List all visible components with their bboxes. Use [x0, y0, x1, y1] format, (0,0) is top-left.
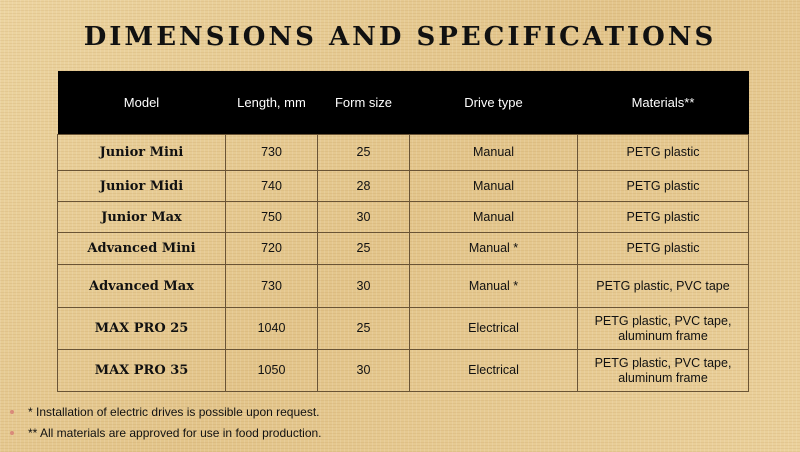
materials-cell	[578, 135, 749, 171]
drive-type-cell: Manual *	[410, 233, 578, 265]
table-row	[58, 135, 749, 171]
bullet-dot-icon	[10, 431, 14, 435]
header-form-size: Form size	[318, 71, 410, 135]
length-cell: 1050	[226, 350, 318, 392]
form-size-cell: 30	[318, 265, 410, 308]
length-cell: 740	[226, 171, 318, 202]
materials-cell	[578, 350, 749, 392]
materials-line: aluminum frame	[618, 370, 708, 385]
length-cell: 1040	[226, 308, 318, 350]
drive-type-cell: Electrical	[410, 350, 578, 392]
table-row	[58, 350, 749, 392]
drive-type-cell: Electrical	[410, 308, 578, 350]
page-title: DIMENSIONS AND SPECIFICATIONS	[83, 22, 717, 52]
table-row	[58, 171, 749, 202]
table-row	[58, 265, 749, 308]
length-cell: 720	[226, 233, 318, 265]
model-cell: Junior Mini	[58, 135, 226, 171]
model-cell: MAX PRO 25	[58, 308, 226, 350]
table-row	[58, 308, 749, 350]
header-materials: Materials**	[578, 71, 749, 135]
materials-line: PETG plastic	[626, 145, 700, 159]
footnotes	[10, 402, 322, 444]
drive-type-cell: Manual	[410, 171, 578, 202]
header-model: Model	[58, 71, 226, 135]
materials-line: PETG plastic, PVC tape	[596, 278, 730, 293]
length-cell: 750	[226, 202, 318, 233]
model-cell: Advanced Mini	[58, 233, 226, 265]
materials-line: PETG plastic	[626, 241, 700, 255]
length-cell: 730	[226, 135, 318, 171]
table-header-row	[58, 71, 749, 135]
bullet-dot-icon	[10, 410, 14, 414]
header-length: Length, mm	[226, 71, 318, 135]
materials-cell	[578, 233, 749, 265]
materials-line: PETG plastic	[626, 209, 700, 224]
materials-line: PETG plastic, PVC tape,	[594, 355, 732, 370]
footnote-item	[10, 402, 322, 423]
materials-cell	[578, 308, 749, 350]
drive-type-cell: Manual *	[410, 265, 578, 308]
drive-type-cell: Manual	[410, 202, 578, 233]
table-row	[58, 202, 749, 233]
form-size-cell: 25	[318, 135, 410, 171]
model-cell: Junior Midi	[58, 171, 226, 202]
model-cell: Junior Max	[58, 202, 226, 233]
footnote-text: * Installation of electric drives is possible upon request.	[28, 405, 320, 419]
materials-cell	[578, 202, 749, 233]
table-row	[58, 233, 749, 265]
form-size-cell: 25	[318, 233, 410, 265]
specifications-table	[57, 71, 749, 392]
length-cell: 730	[226, 265, 318, 308]
form-size-cell: 25	[318, 308, 410, 350]
materials-line: PETG plastic, PVC tape,	[594, 313, 732, 328]
materials-cell	[578, 171, 749, 202]
materials-cell	[578, 265, 749, 308]
materials-line: PETG plastic	[626, 178, 700, 193]
drive-type-cell: Manual	[410, 135, 578, 171]
materials-line: aluminum frame	[618, 328, 708, 343]
model-cell: MAX PRO 35	[58, 350, 226, 392]
model-cell: Advanced Max	[58, 265, 226, 308]
form-size-cell: 30	[318, 350, 410, 392]
footnote-item	[10, 423, 322, 444]
form-size-cell: 28	[318, 171, 410, 202]
footnote-text: ** All materials are approved for use in food production.	[28, 426, 322, 440]
header-drive-type: Drive type	[410, 71, 578, 135]
form-size-cell: 30	[318, 202, 410, 233]
